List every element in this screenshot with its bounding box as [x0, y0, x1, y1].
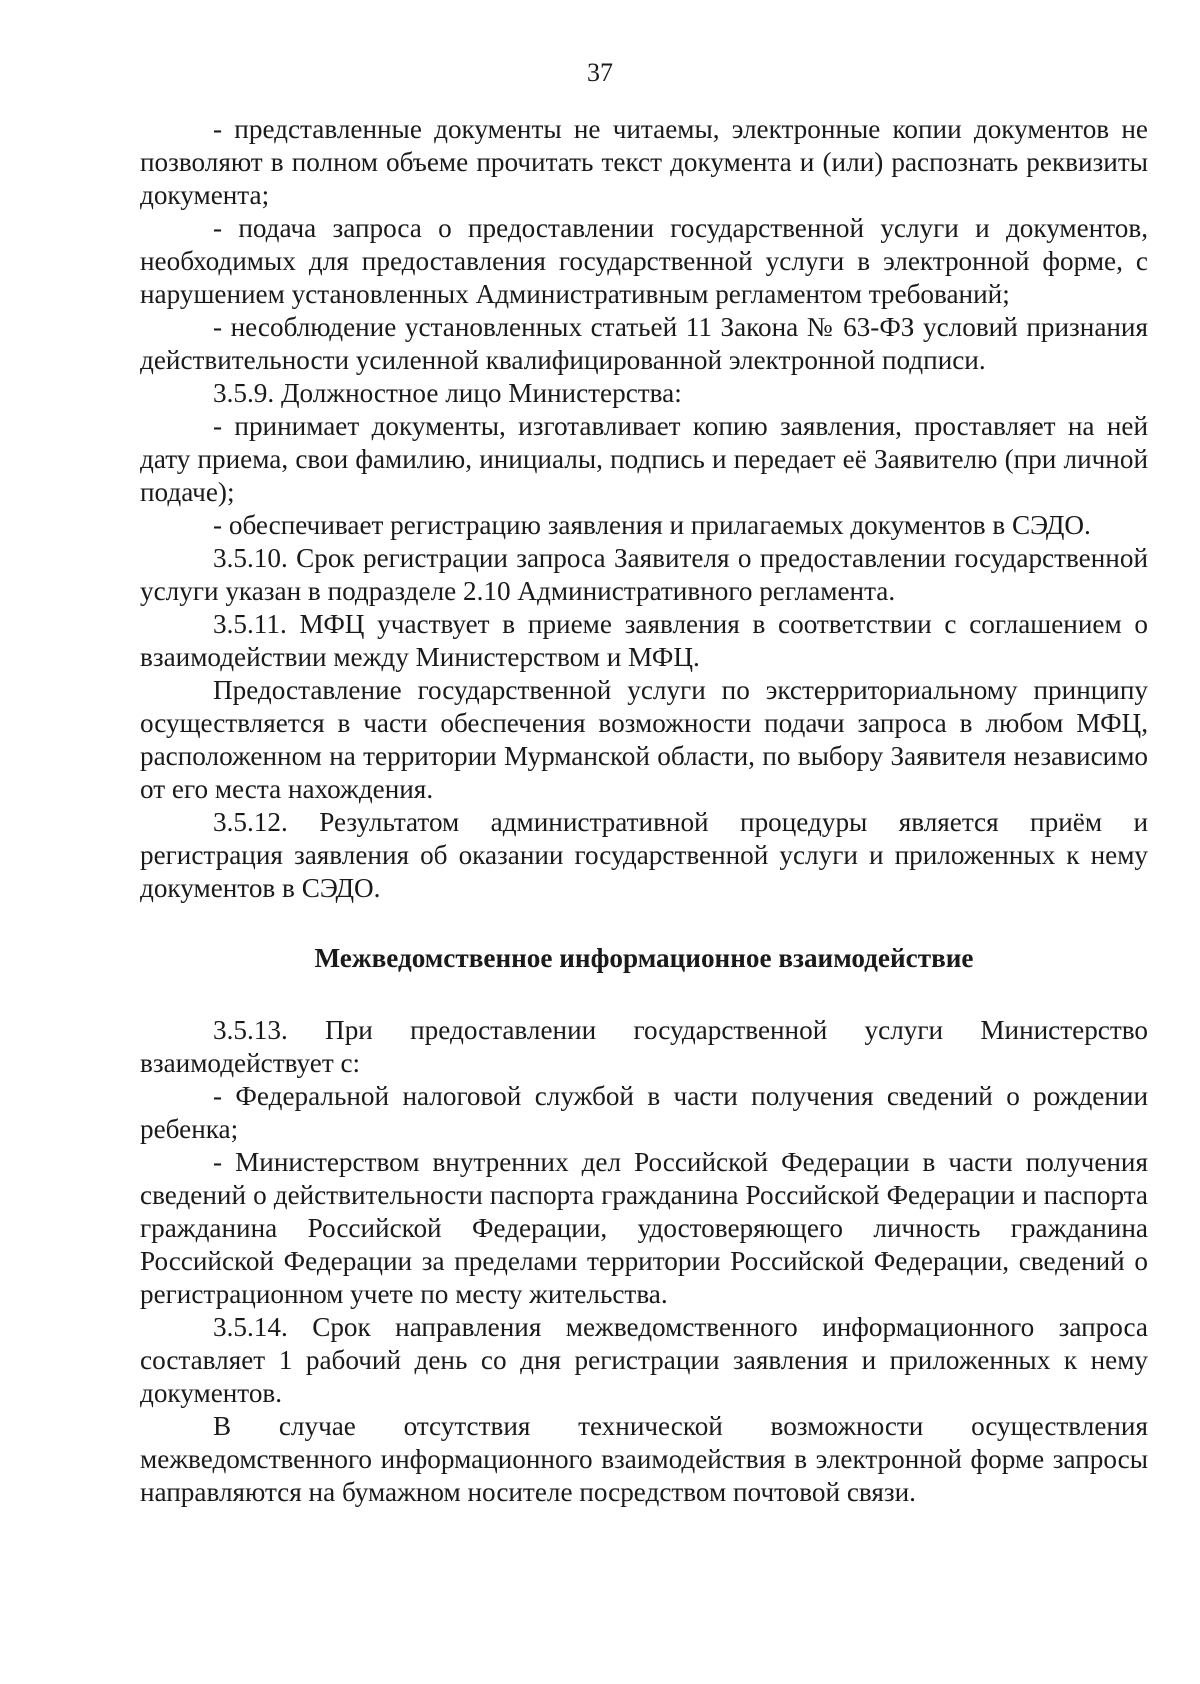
paragraph: - подача запроса о предоставлении государственной услуги и документов, необходимых для предоставления государственной услуги в электронной форме, с нарушением установленных Административным регламентом требований; — [140, 213, 1148, 309]
paragraph: - Федеральной налоговой службой в части получения сведений о рождении ребенка; — [140, 1081, 1148, 1144]
paragraph: - принимает документы, изготавливает копию заявления, проставляет на ней дату приема, свои фамилию, инициалы, подпись и передает её Заявителю (при личной подаче); — [140, 411, 1148, 507]
paragraph: - Министерством внутренних дел Российской Федерации в части получения сведений о действительности паспорта гражданина Российской Федерации и паспорта гражданина Российской Федерации, удостоверяющего личность гражданина Российской Федерации за пределами территории Российской Федерации, сведений о регистрационном учете по месту жительства. — [140, 1147, 1148, 1309]
section-heading: Межведомственное информационное взаимодействие — [314, 943, 974, 973]
paragraph: - обеспечивает регистрацию заявления и прилагаемых документов в СЭДО. — [213, 510, 1091, 540]
paragraph: 3.5.9. Должностное лицо Министерства: — [213, 378, 682, 408]
paragraph: 3.5.13. При предоставлении государственной услуги Министерство взаимодействует с: — [140, 1015, 1148, 1078]
paragraph: 3.5.14. Срок направления межведомственного информационного запроса составляет 1 рабочий день со дня регистрации заявления и приложенных к нему документов. — [140, 1312, 1148, 1408]
paragraph: 3.5.12. Результатом административной процедуры является приём и регистрация заявления об оказании государственной услуги и приложенных к нему документов в СЭДО. — [140, 807, 1148, 903]
paragraph: Предоставление государственной услуги по экстерриториальному принципу осуществляется в части обеспечения возможности подачи запроса в любом МФЦ, расположенном на территории Мурманской области, по выбору Заявителя независимо от его места нахождения. — [140, 675, 1148, 804]
paragraph: 3.5.10. Срок регистрации запроса Заявителя о предоставлении государственной услуги указан в подразделе 2.10 Административного регламента. — [140, 543, 1148, 606]
document-body — [140, 113, 1148, 1509]
paragraph: 3.5.11. МФЦ участвует в приеме заявления в соответствии с соглашением о взаимодействии между Министерством и МФЦ. — [140, 609, 1148, 672]
paragraph: - несоблюдение установленных статьей 11 Закона № 63-ФЗ условий признания действительности усиленной квалифицированной электронной подписи. — [140, 312, 1148, 375]
paragraph: - представленные документы не читаемы, электронные копии документов не позволяют в полном объеме прочитать текст документа и (или) распознать реквизиты документа; — [140, 114, 1148, 210]
page-number: 37 — [587, 58, 613, 87]
paragraph: В случае отсутствия технической возможности осуществления межведомственного информационного взаимодействия в электронной форме запросы направляются на бумажном носителе посредством почтовой связи. — [140, 1411, 1148, 1507]
